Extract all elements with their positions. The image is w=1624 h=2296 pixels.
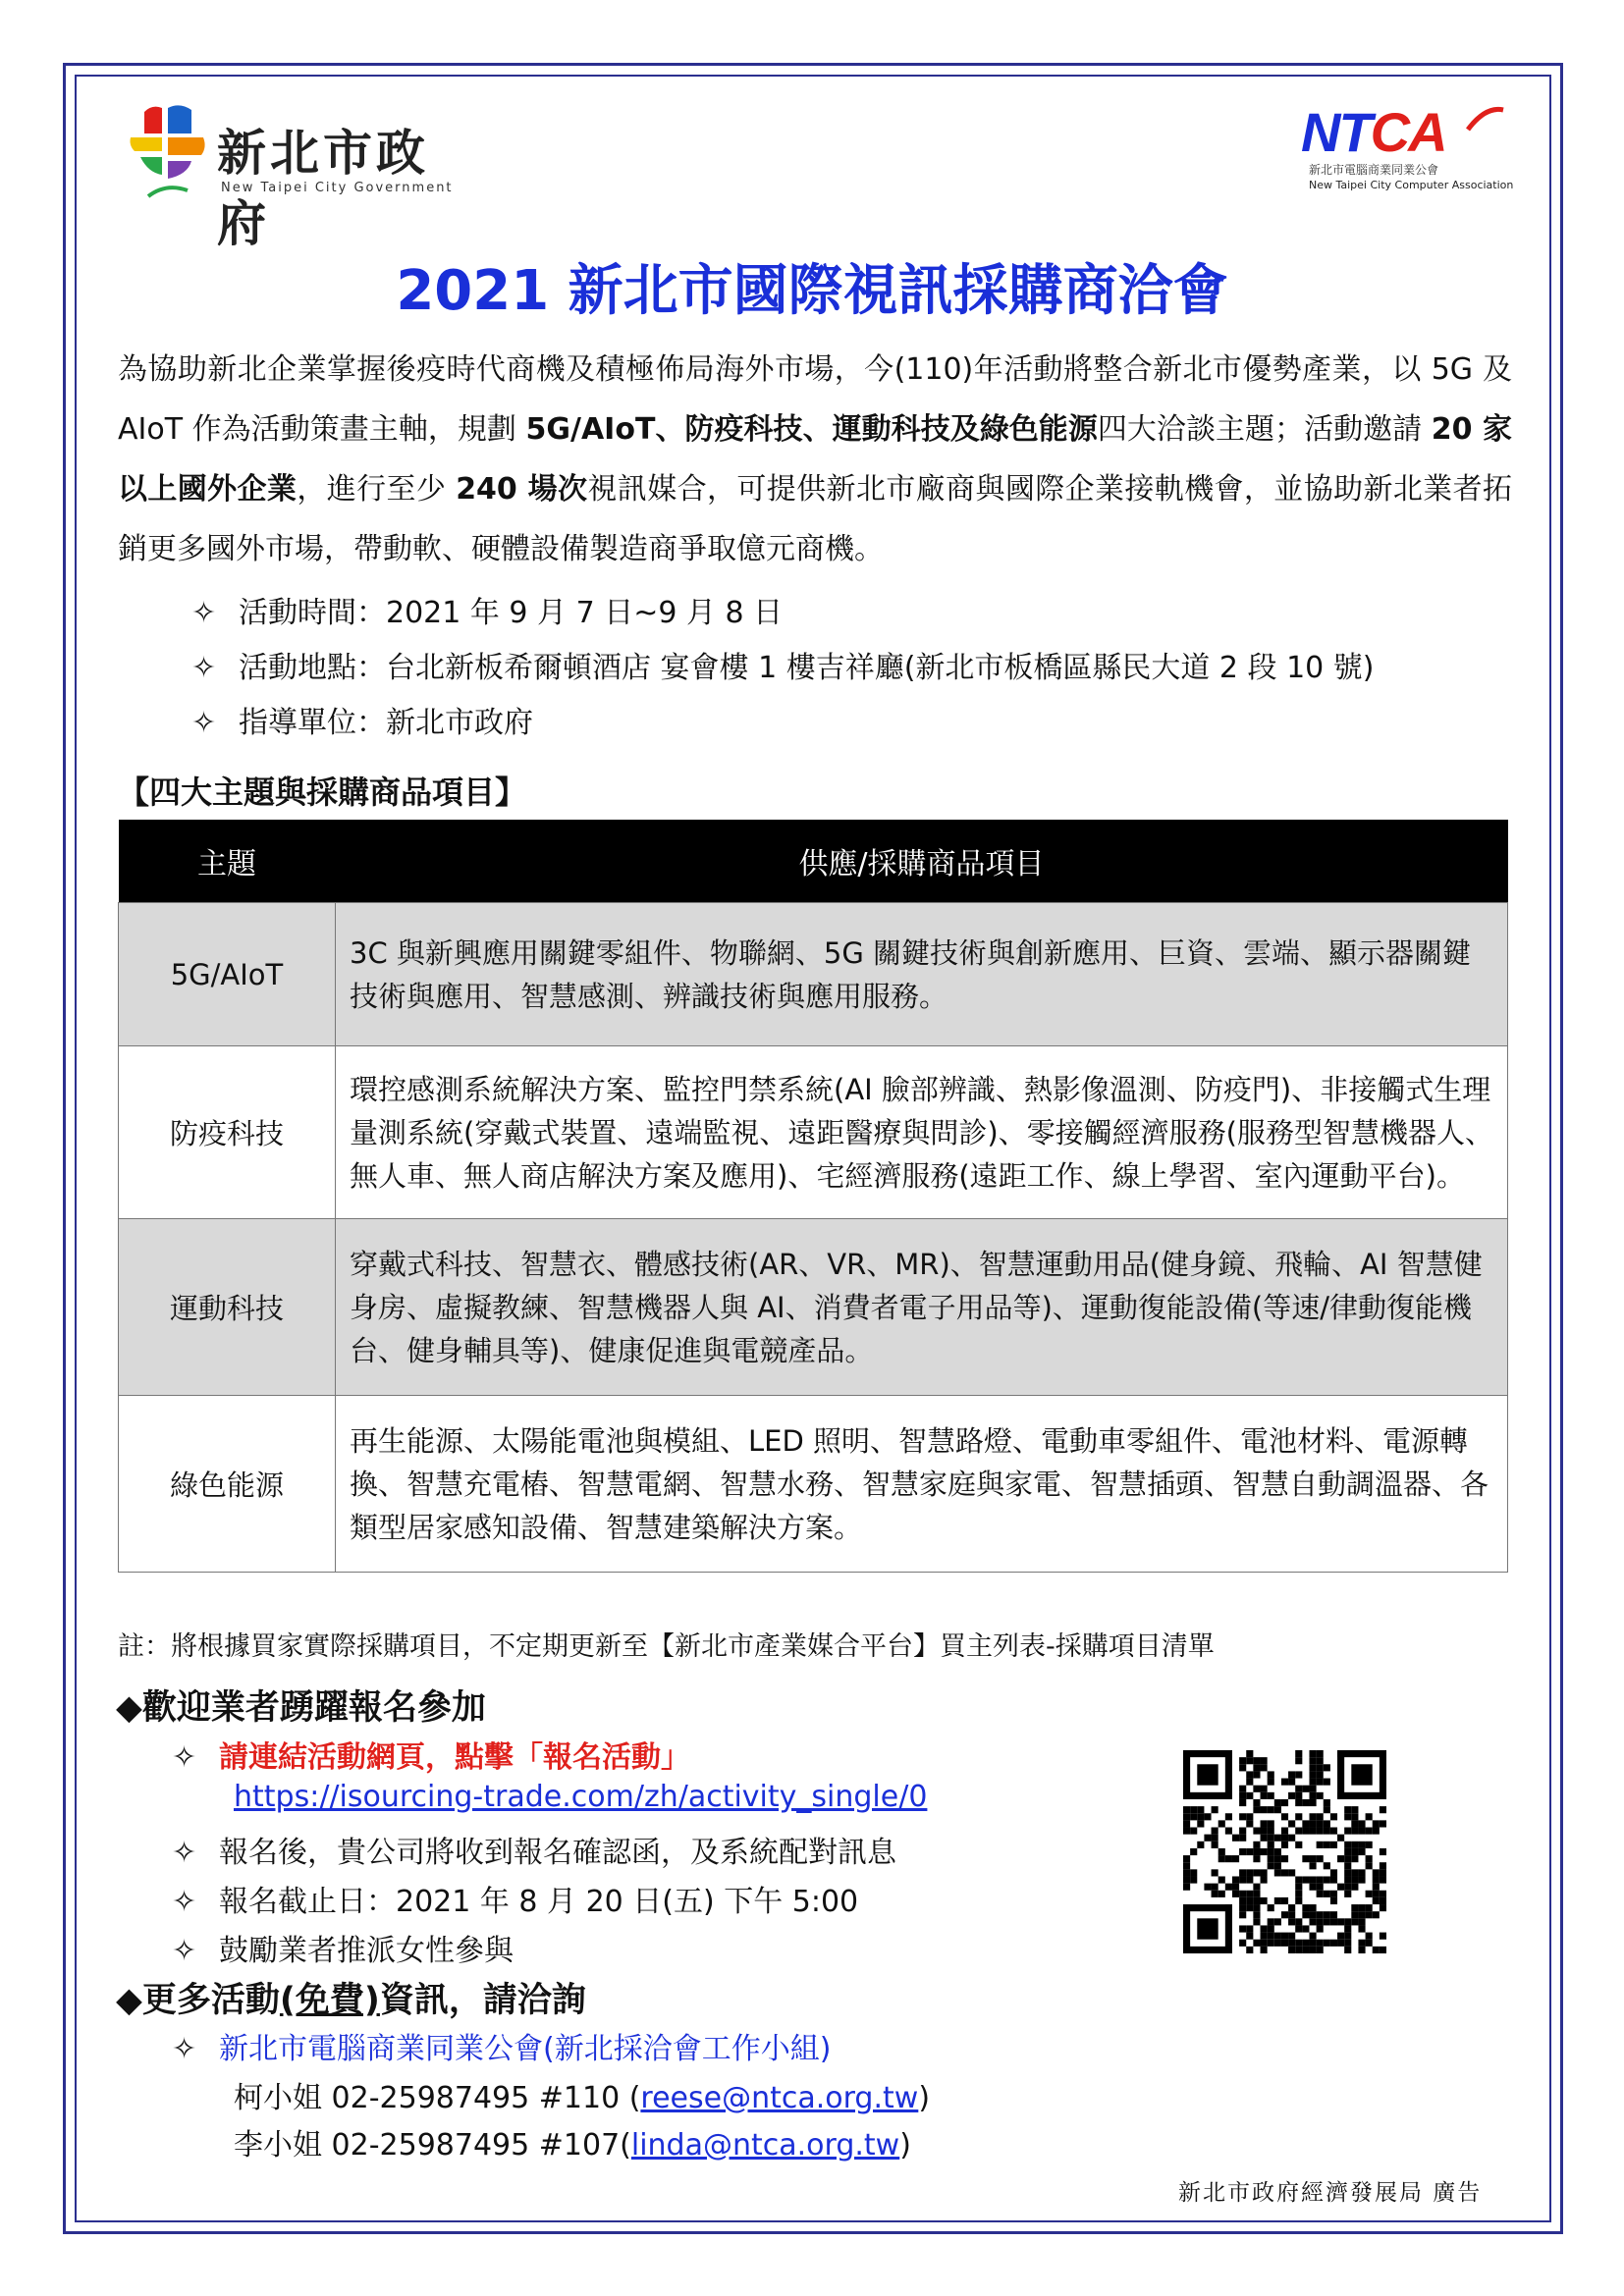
intro-text-1: 為協助新北企業掌握後疫時代商機及積極佈局海外市場，今(110)年活動將整合新北市優勢產業，以 5G 及 AIoT 作為活動策畫主軸，規劃	[118, 352, 1512, 447]
table-row	[119, 1219, 1508, 1396]
table-row	[119, 1396, 1508, 1573]
intro-bold-companies: 20 家以上國外企業	[118, 412, 1512, 507]
items-cell: 環控感測系統解決方案、監控門禁系統(AI 臉部辨識、熱影像溫測、防疫門)、非接觸式生理量測系統(穿戴式裝置、遠端監視、遠距醫療與問診)、零接觸經濟服務(服務型智慧機器人、無人車、無人商店解決方案及應用)、宅經濟服務(遠距工作、線上學習、室內運動平台)。	[336, 1046, 1508, 1219]
event-organizer: 指導單位：新北市政府	[239, 706, 533, 740]
event-info-item	[191, 696, 1375, 751]
sparkle-bullet-icon: ✧	[172, 1836, 197, 1870]
section-title: 【四大主題與採購商品項目】	[118, 774, 527, 811]
footer-advertiser: 新北市政府經濟發展局 廣告	[1178, 2180, 1483, 2206]
contact-org-row	[172, 2024, 831, 2067]
items-cell: 穿戴式科技、智慧衣、體感技術(AR、VR、MR)、智慧運動用品(健身鏡、飛輪、AI 智慧健身房、虛擬教練、智慧機器人與 AI、消費者電子用品等)、運動復能設備(等速/律動復能機台、健身輔具等)、健康促進與電競產品。	[336, 1219, 1508, 1396]
contact-1-email-link[interactable]: reese@ntca.org.tw	[640, 2081, 919, 2115]
registration-item	[172, 1926, 514, 1969]
left-logo-english: New Taipei City Government	[221, 181, 454, 195]
registration-item	[172, 1877, 858, 1920]
table-note: 註：將根據買家實際採購項目，不定期更新至【新北市產業媒合平台】買主列表-採購項目清單	[118, 1631, 1215, 1662]
ntca-wordmark	[1301, 100, 1446, 164]
contact-1-text: 柯小姐 02-25987495 #110 (	[234, 2081, 641, 2115]
contact-heading	[116, 1973, 586, 2022]
table-header-items: 供應/採購商品項目	[336, 820, 1508, 903]
registration-confirmation: 報名後，貴公司將收到報名確認函，及系統配對訊息	[219, 1836, 896, 1870]
topic-cell: 防疫科技	[119, 1046, 336, 1219]
intro-bold-themes: 5G/AIoT、防疫科技、運動科技及綠色能源	[525, 412, 1098, 447]
intro-text-4: 視訊媒合，可提供新北市廠商與國際企業接軌機會，並協助新北業者拓銷更多國外市場，帶動軟、硬體設備製造商爭取億元商機。	[118, 472, 1513, 566]
items-cell: 3C 與新興應用關鍵零組件、物聯網、5G 關鍵技術與創新應用、巨資、雲端、顯示器關鍵技術與應用、智慧感測、辨識技術與應用服務。	[336, 903, 1508, 1046]
table-header-topic: 主題	[119, 820, 336, 903]
ntca-logo	[1301, 100, 1527, 198]
registration-women-note: 鼓勵業者推派女性參與	[219, 1934, 514, 1968]
table-row	[119, 1046, 1508, 1219]
ntca-swoosh-icon	[1466, 104, 1505, 133]
contact-person-1	[234, 2073, 930, 2116]
contact-heading-a: ◆更多活動	[116, 1981, 280, 2020]
left-logo-chinese: 新北市政府	[217, 124, 429, 252]
contact-2-email-link[interactable]: linda@ntca.org.tw	[630, 2128, 900, 2163]
registration-link[interactable]: https://isourcing-trade.com/zh/activity_single/0	[234, 1780, 928, 1814]
event-time: 活動時間：2021 年 9 月 7 日~9 月 8 日	[239, 596, 784, 630]
table-header-row	[119, 820, 1508, 903]
contact-org: 新北市電腦商業同業公會(新北採洽會工作小組)	[219, 2032, 832, 2066]
sparkle-bullet-icon: ✧	[172, 1740, 197, 1775]
sparkle-bullet-icon: ✧	[172, 1934, 197, 1968]
intro-text-3: ，進行至少	[297, 472, 457, 507]
contact-2-suffix: )	[899, 2128, 911, 2163]
contact-2-text: 李小姐 02-25987495 #107(	[234, 2128, 631, 2163]
sparkle-bullet-icon: ✧	[191, 651, 217, 685]
city-emblem-icon	[123, 100, 213, 208]
intro-paragraph	[118, 340, 1512, 579]
topic-cell: 運動科技	[119, 1219, 336, 1396]
topic-cell: 5G/AIoT	[119, 903, 336, 1046]
qr-code-icon[interactable]	[1183, 1750, 1386, 1953]
contact-heading-free: (免費)	[279, 1981, 380, 2020]
intro-bold-sessions: 240 場次	[456, 472, 588, 507]
ntca-wordmark-nt: NT	[1301, 101, 1371, 163]
contact-1-suffix: )	[918, 2081, 931, 2115]
table-row	[119, 903, 1508, 1046]
sparkle-bullet-icon: ✧	[172, 2032, 197, 2066]
contact-person-2	[234, 2120, 911, 2163]
registration-heading: ◆歡迎業者踴躍報名參加	[116, 1688, 486, 1728]
ntca-wordmark-ca: CA	[1370, 101, 1446, 163]
event-info-item	[191, 641, 1375, 696]
right-logo-english: New Taipei City Computer Association	[1309, 179, 1514, 191]
intro-text-2: 四大洽談主題；活動邀請	[1097, 412, 1432, 447]
registration-instruction	[172, 1733, 690, 1776]
sparkle-bullet-icon: ✧	[191, 706, 217, 740]
registration-red-text: 請連結活動網頁，點擊「報名活動」	[219, 1740, 690, 1775]
registration-deadline: 報名截止日：2021 年 8 月 20 日(五) 下午 5:00	[219, 1885, 859, 1919]
new-taipei-city-logo	[123, 100, 457, 252]
event-venue: 活動地點：台北新板希爾頓酒店 宴會樓 1 樓吉祥廳(新北市板橋區縣民大道 2 段 10 號)	[239, 651, 1375, 685]
sparkle-bullet-icon: ✧	[172, 1885, 197, 1919]
right-logo-chinese: 新北市電腦商業同業公會	[1309, 163, 1439, 177]
event-info-item	[191, 586, 1375, 641]
event-info-list	[191, 586, 1375, 751]
registration-item	[172, 1828, 896, 1871]
topics-table	[118, 820, 1508, 1573]
registration-link-row	[234, 1780, 927, 1814]
contact-heading-c: 資訊，請洽詢	[379, 1981, 586, 2020]
items-cell: 再生能源、太陽能電池與模組、LED 照明、智慧路燈、電動車零組件、電池材料、電源轉換、智慧充電樁、智慧電網、智慧水務、智慧家庭與家電、智慧插頭、智慧自動調溫器、各類型居家感知設備、智慧建築解決方案。	[336, 1396, 1508, 1573]
topic-cell: 綠色能源	[119, 1396, 336, 1573]
page-title: 2021 新北市國際視訊採購商洽會	[396, 259, 1228, 323]
sparkle-bullet-icon: ✧	[191, 596, 217, 630]
